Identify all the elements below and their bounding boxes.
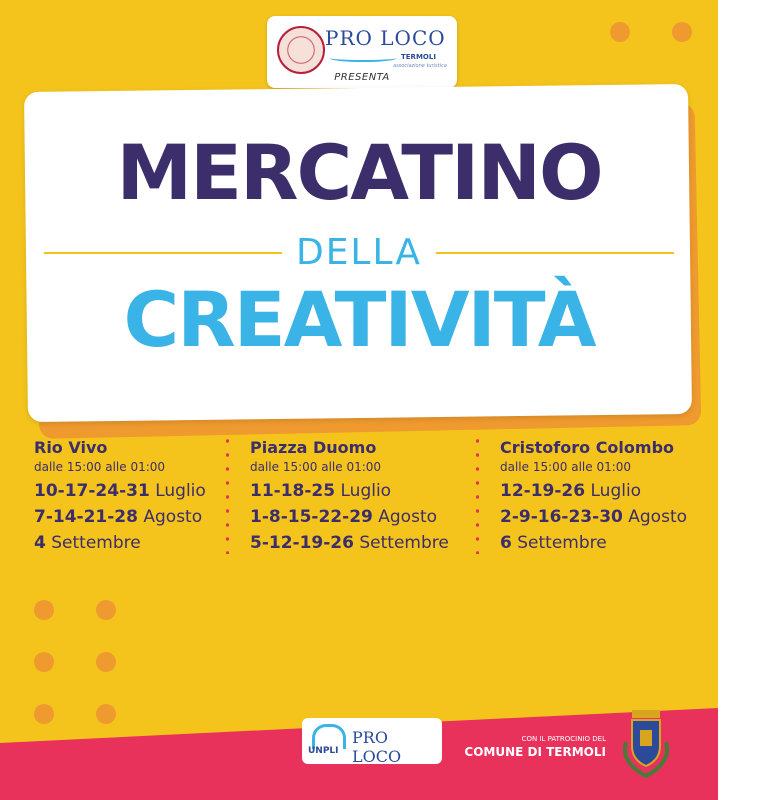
- footer-logo-name: PRO LOCO: [352, 728, 402, 766]
- patrocinio-label: CON IL PATROCINIO DEL: [521, 735, 606, 743]
- title-line-2: DELLA: [295, 232, 423, 273]
- venue-name: Piazza Duomo: [250, 438, 377, 457]
- unpli-label: UNPLI: [308, 746, 339, 756]
- date-line: 4 Settembre: [34, 533, 141, 553]
- venue-name: Cristoforo Colombo: [500, 438, 675, 457]
- date-line: 2-9-16-23-30 Agosto: [500, 507, 688, 527]
- decor-dot: [34, 704, 54, 724]
- date-line: 11-18-25 Luglio: [250, 481, 392, 501]
- date-line: 5-12-19-26 Settembre: [250, 533, 449, 553]
- decor-dot: [96, 704, 116, 724]
- schedule-column-rio-vivo: [34, 438, 206, 556]
- date-line: 10-17-24-31 Luglio: [34, 481, 206, 501]
- venue-hours: dalle 15:00 alle 01:00: [34, 460, 166, 474]
- title-line-1: MERCATINO: [116, 128, 602, 217]
- logo-city: TERMOLI: [401, 53, 436, 61]
- unpli-pro-loco-logo: [302, 718, 442, 764]
- venue-hours: dalle 15:00 alle 01:00: [250, 460, 382, 474]
- column-divider: [226, 434, 229, 554]
- wave-icon: [329, 54, 397, 62]
- pro-loco-logo: [267, 16, 457, 88]
- schedule-column-piazza-duomo: [250, 438, 449, 556]
- logo-tagline: associazione turistica: [393, 63, 447, 69]
- decor-dot: [672, 22, 692, 42]
- presenta-label: PRESENTA: [334, 72, 390, 83]
- comune-label: COMUNE DI TERMOLI: [464, 745, 606, 759]
- venue-hours: dalle 15:00 alle 01:00: [500, 460, 632, 474]
- date-line: 12-19-26 Luglio: [500, 481, 642, 501]
- date-line: 6 Settembre: [500, 533, 607, 553]
- venue-name: Rio Vivo: [34, 438, 108, 457]
- date-line: 1-8-15-22-29 Agosto: [250, 507, 438, 527]
- logo-name: PRO LOCO: [325, 26, 446, 50]
- decor-dot: [34, 652, 54, 672]
- termoli-seal-icon: [277, 26, 325, 74]
- decor-dot: [34, 600, 54, 620]
- comune-crest-icon: [618, 702, 674, 778]
- decor-dot: [610, 22, 630, 42]
- schedule-column-cristoforo-colombo: [500, 438, 687, 556]
- decor-dot: [96, 652, 116, 672]
- title-line-3: CREATIVITÀ: [123, 275, 595, 364]
- column-divider: [476, 434, 479, 554]
- decor-dot: [96, 600, 116, 620]
- date-line: 7-14-21-28 Agosto: [34, 507, 203, 527]
